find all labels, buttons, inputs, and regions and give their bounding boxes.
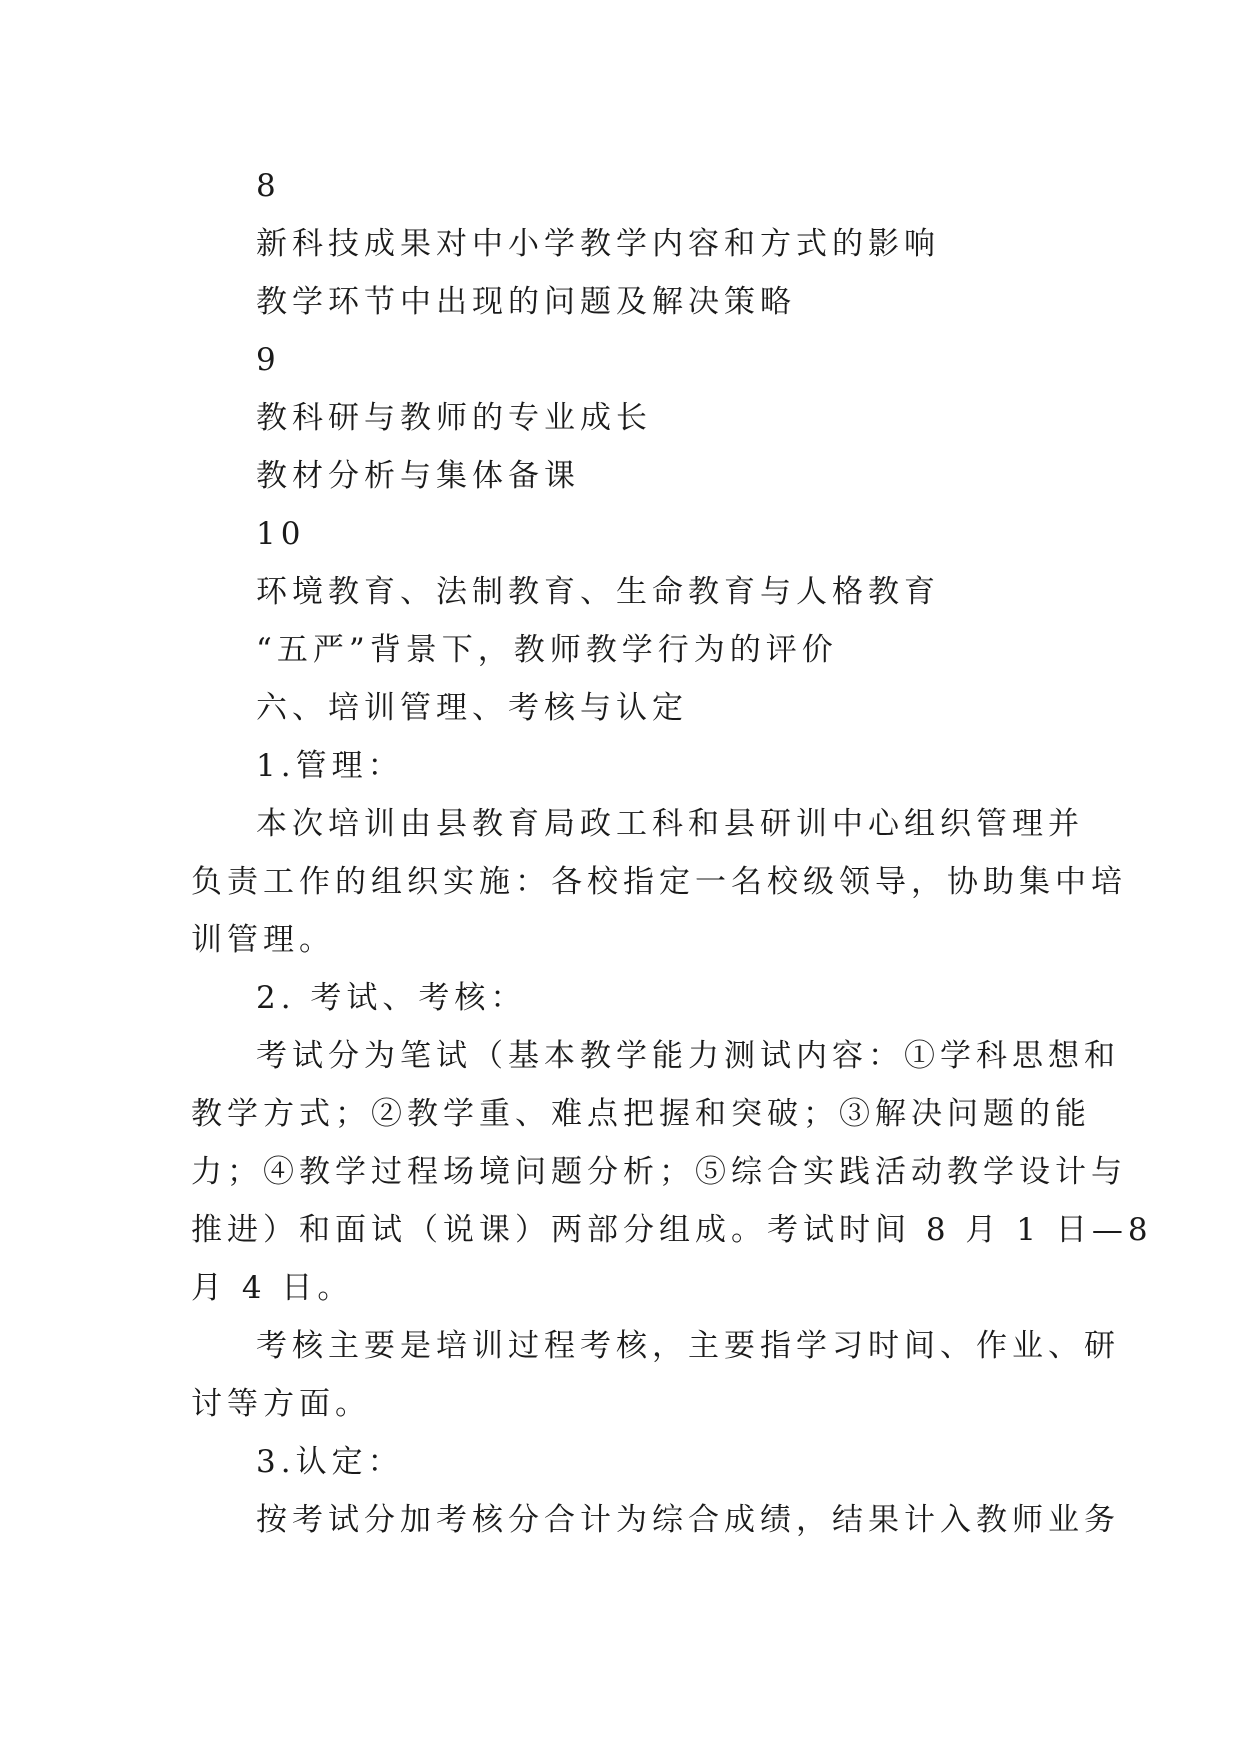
topic-line: 教材分析与集体备课 bbox=[256, 458, 580, 494]
week-number: 9 bbox=[256, 342, 281, 378]
topic-line: “五严”背景下，教师教学行为的评价 bbox=[256, 632, 838, 668]
paragraph-line: 教学方式；②教学重、难点把握和突破；③解决问题的能 bbox=[191, 1096, 1091, 1132]
paragraph-line: 推进）和面试（说课）两部分组成。考试时间 8 月 1 日—8 bbox=[191, 1212, 1153, 1248]
paragraph-line: 考核主要是培训过程考核，主要指学习时间、作业、研 bbox=[256, 1328, 1120, 1364]
topic-line: 环境教育、法制教育、生命教育与人格教育 bbox=[256, 574, 940, 610]
paragraph-line: 按考试分加考核分合计为综合成绩，结果计入教师业务 bbox=[256, 1502, 1120, 1538]
topic-line: 教科研与教师的专业成长 bbox=[256, 400, 652, 436]
topic-line: 新科技成果对中小学教学内容和方式的影响 bbox=[256, 226, 940, 262]
paragraph-line: 考试分为笔试（基本教学能力测试内容：①学科思想和 bbox=[256, 1038, 1120, 1074]
topic-line: 教学环节中出现的问题及解决策略 bbox=[256, 284, 796, 320]
paragraph-line: 训管理。 bbox=[191, 922, 335, 958]
week-number: 10 bbox=[256, 516, 306, 552]
section-heading: 六、培训管理、考核与认定 bbox=[256, 690, 688, 726]
paragraph-line: 力；④教学过程场境问题分析；⑤综合实践活动教学设计与 bbox=[191, 1154, 1127, 1190]
subsection-heading: 2. 考试、考核： bbox=[256, 980, 527, 1016]
subsection-heading: 1.管理： bbox=[256, 748, 404, 784]
paragraph-line: 负责工作的组织实施：各校指定一名校级领导，协助集中培 bbox=[191, 864, 1127, 900]
paragraph-line: 本次培训由县教育局政工科和县研训中心组织管理并 bbox=[256, 806, 1084, 842]
paragraph-line: 月 4 日。 bbox=[191, 1270, 354, 1306]
week-number: 8 bbox=[256, 168, 281, 204]
subsection-heading: 3.认定： bbox=[256, 1444, 404, 1480]
paragraph-line: 讨等方面。 bbox=[191, 1386, 371, 1422]
